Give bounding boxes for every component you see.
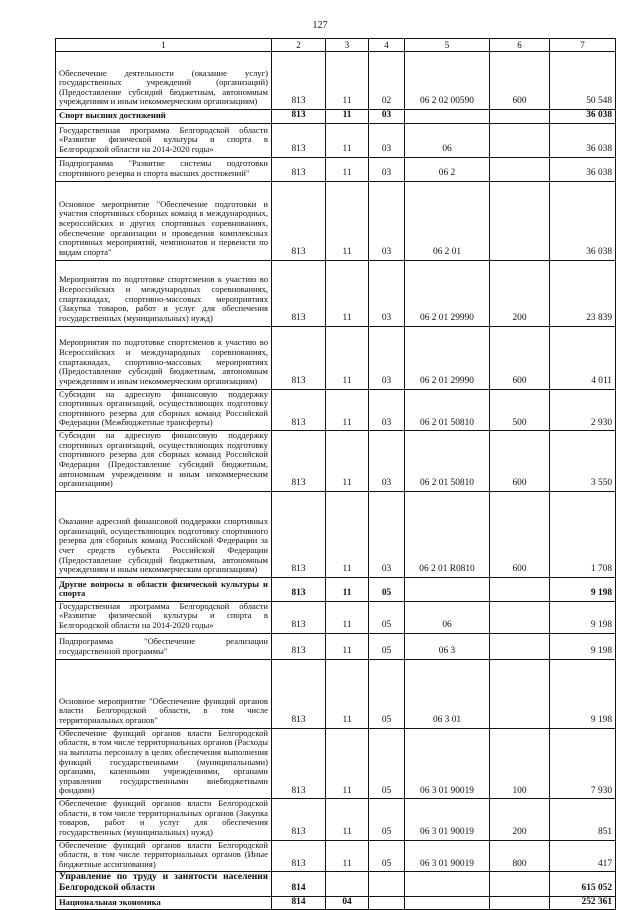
subsection-code: 05 [369,799,405,841]
target-article-code [405,577,490,601]
table-row [56,659,616,728]
table-row [56,728,616,798]
ministry-code: 813 [272,181,326,260]
expense-type-code: 600 [490,491,550,577]
expense-type-code: 600 [490,326,550,389]
expense-type-code [490,577,550,601]
subsection-code: 05 [369,728,405,798]
amount: 615 052 [550,872,616,896]
subsection-code: 05 [369,659,405,728]
row-description: Субсидии на адресную финансовую поддержку спортивных организаций, осуществляющих подготовку спортивного резерва для сборных команд Российской Федерации (Предоставление субсидий бюджетным, автономным учреждениям и иным некоммерческим организациям) [56,431,272,492]
table-row [56,52,616,110]
expense-type-code [490,872,550,896]
table-row [56,799,616,841]
ministry-code: 814 [272,896,326,910]
table-header-row [56,39,616,52]
subsection-code: 03 [369,326,405,389]
ministry-code: 813 [272,431,326,492]
subsection-code [369,872,405,896]
amount: 851 [550,799,616,841]
subsection-code: 03 [369,431,405,492]
table-row [56,491,616,577]
ministry-code: 813 [272,633,326,659]
expense-type-code: 600 [490,431,550,492]
row-description: Субсидии на адресную финансовую поддержку спортивных организаций, осуществляющих подготовку спортивного резерва для сборных команд Российской Федерации (Межбюджетные трансферты) [56,389,272,431]
expense-type-code: 200 [490,799,550,841]
subsection-code: 03 [369,389,405,431]
target-article-code: 06 3 01 90019 [405,728,490,798]
subsection-code: 03 [369,157,405,181]
expense-type-code [490,181,550,260]
target-article-code: 06 [405,123,490,157]
amount: 252 361 [550,896,616,910]
section-code: 11 [326,389,369,431]
expense-type-code: 600 [490,52,550,110]
section-code: 11 [326,491,369,577]
ministry-code: 813 [272,123,326,157]
section-code: 11 [326,110,369,124]
column-header: 6 [490,39,550,52]
amount: 1 708 [550,491,616,577]
section-code: 11 [326,840,369,872]
ministry-code: 813 [272,840,326,872]
target-article-code [405,110,490,124]
row-description: Оказание адресной финансовой поддержки спортивных организаций, осуществляющих подготовку спортивного резерва для сборных команд Российской Федерации за счет средств субъекта Российской Федерации (Предоставление субсидий бюджетным, автономным учреждениям и иным некоммерческим организациям) [56,491,272,577]
row-description: Подпрограмма "Развитие системы подготовки спортивного резерва и спорта высших достижений" [56,157,272,181]
ministry-code: 813 [272,491,326,577]
amount: 3 550 [550,431,616,492]
row-description: Спорт высших достижений [56,110,272,124]
table-row [56,872,616,896]
ministry-code: 813 [272,577,326,601]
target-article-code: 06 2 02 00590 [405,52,490,110]
column-header: 1 [56,39,272,52]
section-code: 11 [326,181,369,260]
subsection-code [369,896,405,910]
target-article-code: 06 [405,601,490,633]
ministry-code: 813 [272,52,326,110]
target-article-code: 06 2 01 29990 [405,260,490,326]
amount: 7 930 [550,728,616,798]
ministry-code: 813 [272,728,326,798]
amount: 50 548 [550,52,616,110]
target-article-code: 06 3 [405,633,490,659]
column-header: 2 [272,39,326,52]
section-code: 11 [326,799,369,841]
table-row [56,840,616,872]
amount: 2 930 [550,389,616,431]
row-description: Обеспечение функций органов власти Белгородской области, в том числе территориальных органов (Расходы на выплаты персоналу в целях обеспечения выполнения функций государственными (муниципальными) органами, казенными учреждениями, органами управления государственными внебюджетными фондами) [56,728,272,798]
ministry-code: 813 [272,659,326,728]
table-body [56,52,616,910]
section-code: 11 [326,326,369,389]
column-header: 4 [369,39,405,52]
row-description: Обеспечение функций органов власти Белгородской области, в том числе территориальных органов (Закупка товаров, работ и услуг для обеспечения государственных (муниципальных) нужд) [56,799,272,841]
section-code: 11 [326,260,369,326]
target-article-code: 06 3 01 90019 [405,799,490,841]
expense-type-code [490,601,550,633]
amount: 9 198 [550,601,616,633]
table-row [56,896,616,910]
amount: 9 198 [550,633,616,659]
row-description: Обеспечение деятельности (оказание услуг) государственных учреждений (организаций) (Предоставление субсидий бюджетным, автономным учреждениям и иным некоммерческим организациям) [56,52,272,110]
expense-type-code [490,659,550,728]
row-description: Мероприятия по подготовке спортсменов к участию во Всероссийских и международных соревнованиях, спартакиадах, спортивно-массовых мероприятиях (Закупка товаров, работ и услуг для обеспечения государственных (муниципальных) нужд) [56,260,272,326]
target-article-code: 06 2 01 [405,181,490,260]
subsection-code: 03 [369,260,405,326]
subsection-code: 05 [369,840,405,872]
section-code: 11 [326,431,369,492]
target-article-code: 06 2 01 50810 [405,431,490,492]
ministry-code: 813 [272,110,326,124]
subsection-code: 05 [369,601,405,633]
section-code: 11 [326,577,369,601]
table-row [56,577,616,601]
expense-type-code [490,896,550,910]
table-row [56,110,616,124]
table-row [56,601,616,633]
row-description: Управление по труду и занятости населения Белгородской области [56,872,272,896]
row-description: Национальная экономика [56,896,272,910]
amount: 36 038 [550,181,616,260]
expense-type-code [490,633,550,659]
table-row [56,431,616,492]
section-code: 11 [326,659,369,728]
target-article-code: 06 3 01 [405,659,490,728]
subsection-code: 05 [369,633,405,659]
expense-type-code: 800 [490,840,550,872]
target-article-code [405,896,490,910]
target-article-code: 06 3 01 90019 [405,840,490,872]
column-header: 7 [550,39,616,52]
expense-type-code [490,123,550,157]
section-code: 11 [326,157,369,181]
row-description: Обеспечение функций органов власти Белгородской области, в том числе территориальных органов (Иные бюджетные ассигнования) [56,840,272,872]
expense-type-code [490,157,550,181]
subsection-code: 05 [369,577,405,601]
target-article-code [405,872,490,896]
ministry-code: 813 [272,157,326,181]
target-article-code: 06 2 01 50810 [405,389,490,431]
table-row [56,181,616,260]
amount: 417 [550,840,616,872]
subsection-code: 03 [369,181,405,260]
expense-type-code [490,110,550,124]
table-row [56,260,616,326]
expense-type-code: 100 [490,728,550,798]
subsection-code: 03 [369,123,405,157]
section-code: 11 [326,633,369,659]
row-description: Другие вопросы в области физической культуры и спорта [56,577,272,601]
target-article-code: 06 2 01 29990 [405,326,490,389]
amount: 4 011 [550,326,616,389]
section-code: 11 [326,123,369,157]
ministry-code: 813 [272,601,326,633]
ministry-code: 814 [272,872,326,896]
table-row [56,123,616,157]
section-code [326,872,369,896]
column-header: 3 [326,39,369,52]
amount: 36 038 [550,110,616,124]
amount: 36 038 [550,157,616,181]
expense-type-code: 200 [490,260,550,326]
expense-type-code: 500 [490,389,550,431]
section-code: 11 [326,728,369,798]
row-description: Мероприятия по подготовке спортсменов к участию во Всероссийских и международных соревнованиях, спартакиадах, спортивно-массовых мероприятиях (Предоставление субсидий бюджетным, автономным учреждениям и иным некоммерческим организациям) [56,326,272,389]
section-code: 04 [326,896,369,910]
table-row [56,157,616,181]
row-description: Основное мероприятие "Обеспечение функций органов власти Белгородской области, в том числе территориальных органов" [56,659,272,728]
row-description: Государственная программа Белгородской области «Развитие физической культуры и спорта в Белгородской области на 2014-2020 годы» [56,601,272,633]
section-code: 11 [326,601,369,633]
row-description: Подпрограмма "Обеспечение реализации государственной программы" [56,633,272,659]
table-row [56,633,616,659]
row-description: Основное мероприятие "Обеспечение подготовки и участия спортивных сборных команд в международных, всероссийских и других спортивных соревнованиях, обеспечение организации и проведения комплексных спортивных мероприятий, чемпионатов и первенств по видам спорта" [56,181,272,260]
amount: 9 198 [550,577,616,601]
budget-table [55,38,616,910]
target-article-code: 06 2 01 R0810 [405,491,490,577]
table-row [56,326,616,389]
subsection-code: 03 [369,491,405,577]
ministry-code: 813 [272,799,326,841]
amount: 36 038 [550,123,616,157]
amount: 23 839 [550,260,616,326]
column-header: 5 [405,39,490,52]
row-description: Государственная программа Белгородской области «Развитие физической культуры и спорта в Белгородской области на 2014-2020 годы» [56,123,272,157]
section-code: 11 [326,52,369,110]
ministry-code: 813 [272,326,326,389]
ministry-code: 813 [272,389,326,431]
ministry-code: 813 [272,260,326,326]
page-number: 127 [312,20,328,31]
subsection-code: 03 [369,110,405,124]
target-article-code: 06 2 [405,157,490,181]
table-row [56,389,616,431]
subsection-code: 02 [369,52,405,110]
amount: 9 198 [550,659,616,728]
